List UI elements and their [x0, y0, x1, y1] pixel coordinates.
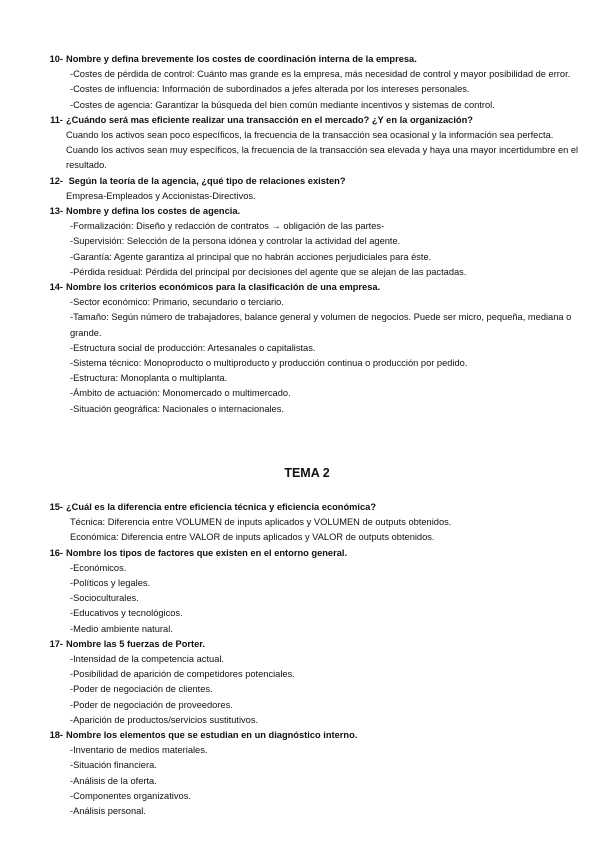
answer-line: -Estructura: Monoplanta o multiplanta. — [70, 373, 228, 384]
answer-line: -Estructura social de producción: Artesanales o capitalistas. — [70, 342, 316, 353]
answer-line: -Económicos. — [70, 562, 127, 573]
question-title: ¿Cuándo será mas eficiente realizar una transacción en el mercado? ¿Y en la organización? — [66, 114, 473, 125]
answer-line: -Medio ambiente natural. — [70, 623, 173, 634]
answer-line: -Análisis personal. — [70, 806, 146, 817]
answer-line: -Garantía: Agente garantiza al principal que no habrán acciones perjudiciales para éste. — [70, 251, 432, 262]
answer-line: -Formalización: Diseño y redacción de contratos → obligación de las partes- — [70, 221, 385, 232]
answer-line: -Situación financiera. — [70, 760, 157, 771]
question-number: 18- — [49, 730, 63, 741]
question-title: Nombre y defina los costes de agencia. — [66, 206, 241, 217]
question-title: Nombre las 5 fuerzas de Porter. — [66, 638, 205, 649]
answer-line: Cuando los activos sean poco específicos, la frecuencia de la transacción sea ocasional y la información sea perfecta. — [66, 130, 554, 141]
answer-line: -Intensidad de la competencia actual. — [70, 654, 225, 665]
answer-line: -Inventario de medios materiales. — [70, 745, 208, 756]
answer-line: Económica: Diferencia entre VALOR de inputs aplicados y VALOR de outputs obtenidos. — [70, 532, 435, 543]
question-number: 17- — [49, 638, 63, 649]
question-14 — [0, 280, 614, 417]
answer-line: -Socioculturales. — [70, 593, 139, 604]
answer-line: -Posibilidad de aparición de competidores potenciales. — [70, 669, 295, 680]
answer-line: -Costes de pérdida de control: Cuánto mas grande es la empresa, más necesidad de control y mayor posibilidad de error. — [70, 69, 571, 80]
answer-line: -Ámbito de actuación: Monomercado o multimercado. — [70, 388, 291, 399]
question-title: Nombre los tipos de factores que existen en el entorno general. — [66, 547, 348, 558]
answer-line: Técnica: Diferencia entre VOLUMEN de inputs aplicados y VOLUMEN de outputs obtenidos. — [70, 517, 452, 528]
question-title: Nombre y defina brevemente los costes de coordinación interna de la empresa. — [66, 54, 417, 64]
question-number: 15- — [49, 502, 63, 512]
answer-line: -Situación geográfica: Nacionales o internacionales. — [70, 403, 284, 414]
question-number: 12- — [49, 175, 63, 186]
question-number: 10- — [49, 54, 63, 64]
question-number: 11- — [50, 114, 63, 125]
question-11 — [0, 113, 614, 174]
answer-line: -Supervisión: Selección de la persona idónea y controlar la actividad del agente. — [70, 236, 401, 247]
question-10 — [0, 52, 614, 113]
answer-line: -Sector económico: Primario, secundario o terciario. — [70, 297, 284, 308]
question-title: Según la teoría de la agencia, ¿qué tipo de relaciones existen? — [66, 175, 346, 186]
question-number: 13- — [49, 206, 63, 217]
answer-line: -Sistema técnico: Monoproducto o multiproducto y producción continua o producción por pedido. — [70, 358, 468, 369]
section-heading: TEMA 2 — [284, 466, 330, 480]
question-18 — [0, 728, 614, 819]
answer-line: -Poder de negociación de clientes. — [70, 684, 213, 695]
question-title: Nombre los elementos que se estudian en un diagnóstico interno. — [66, 730, 358, 741]
question-17 — [0, 637, 614, 728]
question-16 — [0, 546, 614, 637]
question-12 — [0, 174, 614, 204]
answer-line: Empresa-Empleados y Accionistas-Directivos. — [66, 190, 256, 201]
question-13 — [0, 204, 614, 280]
answer-line: -Análisis de la oferta. — [70, 775, 157, 786]
answer-line: -Poder de negociación de proveedores. — [70, 699, 233, 710]
questions-block-tema-1 — [0, 52, 614, 417]
questions-block-tema-2 — [0, 500, 614, 819]
question-number: 14- — [49, 282, 63, 293]
answer-line: -Aparición de productos/servicios sustitutivos. — [70, 714, 259, 725]
answer-line: -Educativos y tecnológicos. — [70, 608, 183, 619]
answer-line: -Tamaño: Según número de trabajadores, balance general y volumen de negocios. Puede ser micro, pequeña, mediana o grande. — [70, 312, 572, 338]
question-title: Nombre los criterios económicos para la clasificación de una empresa. — [66, 282, 381, 293]
question-number: 16- — [49, 547, 63, 558]
answer-line: -Políticos y legales. — [70, 578, 151, 589]
answer-line: -Costes de agencia: Garantizar la búsqueda del bien común mediante incentivos y sistemas de control. — [70, 99, 495, 110]
answer-line: Cuando los activos sean muy específicos, la frecuencia de la transacción sea elevada y haya una mayor incertidumbre en el resultado. — [66, 145, 579, 171]
answer-line: -Costes de influencia: Información de subordinados a jefes alterada por los intereses personales. — [70, 84, 470, 95]
question-title: ¿Cuál es la diferencia entre eficiencia técnica y eficiencia económica? — [66, 502, 377, 512]
answer-line: -Componentes organizativos. — [70, 790, 191, 801]
question-15 — [0, 500, 614, 546]
answer-line: -Pérdida residual: Pérdida del principal por decisiones del agente que se alejan de las pactadas. — [70, 266, 467, 277]
